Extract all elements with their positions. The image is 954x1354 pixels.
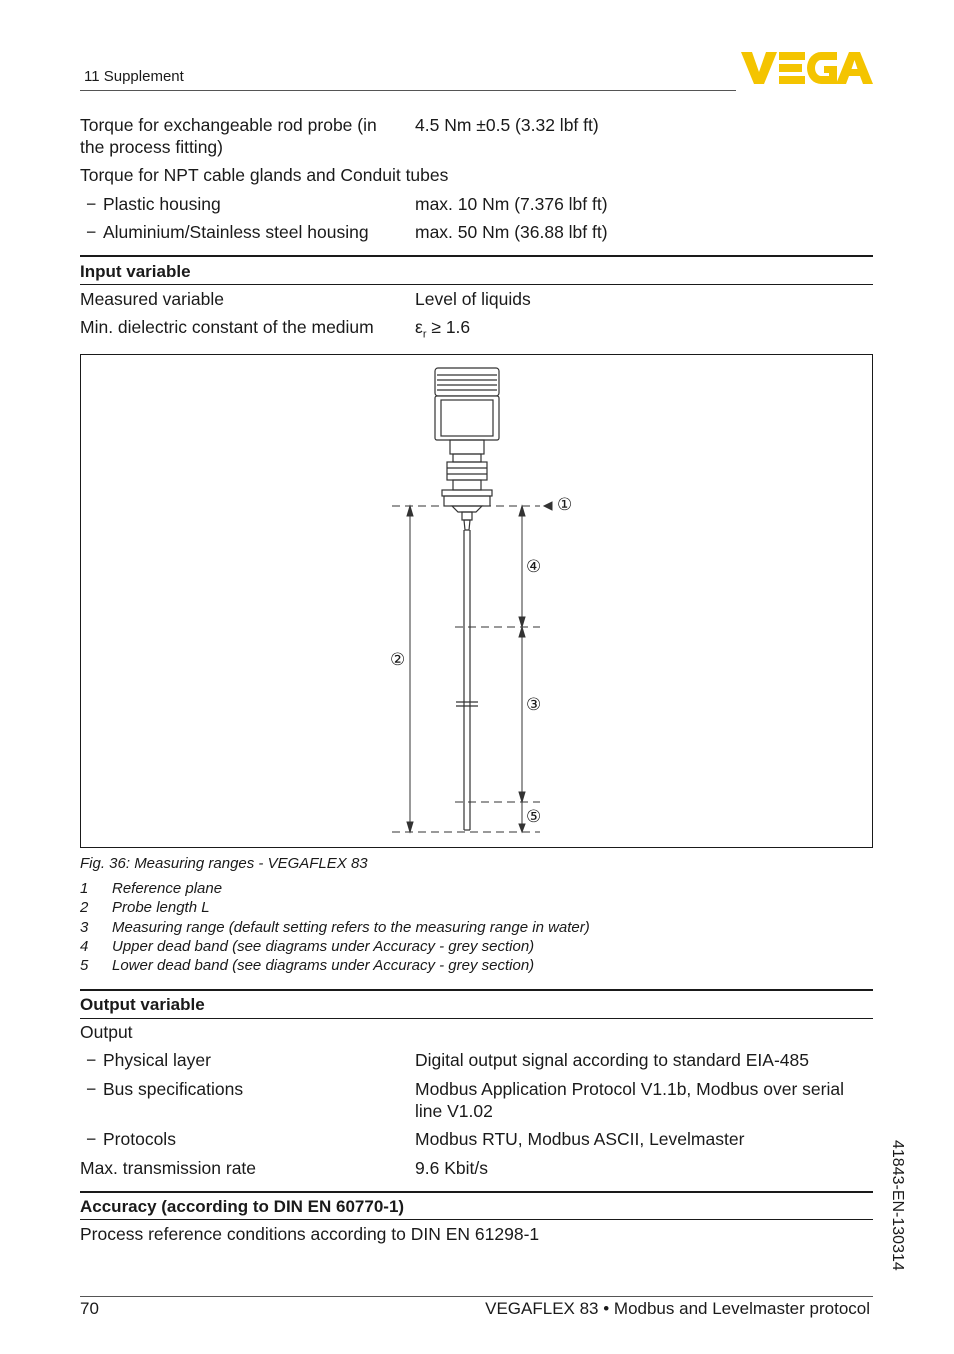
dash: −: [86, 222, 97, 242]
bus-spec-value: Modbus Application Protocol V1.1b, Modbus over serial line V1.02: [415, 1079, 844, 1121]
alu-housing-label: Aluminium/Stainless steel housing: [103, 222, 369, 242]
section-rule: [80, 284, 873, 285]
output-variable-title: Output variable: [80, 995, 205, 1014]
plastic-housing-value: max. 10 Nm (7.376 lbf ft): [415, 194, 608, 214]
dielectric-label: Min. dielectric constant of the medium: [80, 317, 374, 337]
page-number: 70: [80, 1299, 99, 1318]
transmission-rate-value: 9.6 Kbit/s: [415, 1158, 488, 1178]
section-rule: [80, 255, 873, 257]
torque-npt-label: Torque for NPT cable glands and Conduit tubes: [80, 165, 449, 185]
probe-diagram: [380, 360, 600, 840]
accuracy-conditions: Process reference conditions according to DIN EN 61298-1: [80, 1224, 540, 1244]
transmission-rate-label: Max. transmission rate: [80, 1158, 257, 1178]
protocols-value: Modbus RTU, Modbus ASCII, Levelmaster: [415, 1129, 745, 1149]
epsilon-symbol: ε: [415, 317, 423, 337]
section-rule: [80, 1191, 873, 1193]
document-code: 41843-EN-130314: [889, 1140, 906, 1271]
physical-layer-label: Physical layer: [103, 1050, 211, 1070]
vega-logo: [741, 52, 873, 84]
legend-number: 2: [80, 899, 89, 916]
legend-text: Upper dead band (see diagrams under Accuracy - grey section): [112, 938, 535, 955]
marker-5: ⑤: [526, 807, 542, 826]
section-rule: [80, 989, 873, 991]
dielectric-value: [415, 316, 870, 346]
legend-number: 1: [80, 880, 89, 897]
figure-caption: Fig. 36: Measuring ranges - VEGAFLEX 83: [80, 855, 368, 872]
footer-rule: [80, 1296, 873, 1297]
plastic-housing-label: Plastic housing: [103, 194, 221, 214]
torque-rod-label: Torque for exchangeable rod probe (in the process fitting): [80, 115, 377, 157]
dash: −: [86, 1050, 97, 1070]
measured-variable-value: Level of liquids: [415, 289, 531, 309]
dash: −: [86, 1079, 97, 1099]
section-label: 11 Supplement: [84, 68, 184, 85]
footer-product: VEGAFLEX 83 • Modbus and Levelmaster protocol: [485, 1299, 870, 1318]
legend-number: 4: [80, 938, 89, 955]
input-variable-title: Input variable: [80, 262, 191, 281]
legend-text: Probe length L: [112, 899, 210, 916]
marker-2: ②: [390, 650, 406, 669]
physical-layer-value: Digital output signal according to standard EIA-485: [415, 1050, 809, 1070]
accuracy-title: Accuracy (according to DIN EN 60770-1): [80, 1197, 405, 1216]
marker-1: ①: [557, 495, 573, 514]
alu-housing-value: max. 50 Nm (36.88 lbf ft): [415, 222, 608, 242]
dash: −: [86, 1129, 97, 1149]
section-rule: [80, 1018, 873, 1019]
dash: −: [86, 194, 97, 214]
torque-rod-value: 4.5 Nm ±0.5 (3.32 lbf ft): [415, 115, 599, 135]
legend-text: Measuring range (default setting refers to the measuring range in water): [112, 919, 590, 936]
legend-number: 3: [80, 919, 89, 936]
legend-text: Reference plane: [112, 880, 223, 897]
legend-number: 5: [80, 957, 89, 974]
protocols-label: Protocols: [103, 1129, 176, 1149]
legend-text: Lower dead band (see diagrams under Accuracy - grey section): [112, 957, 535, 974]
bus-spec-label: Bus specifications: [103, 1079, 244, 1099]
output-label: Output: [80, 1022, 133, 1042]
epsilon-subscript: r: [422, 328, 427, 341]
marker-3: ③: [526, 695, 542, 714]
marker-4: ④: [526, 557, 542, 576]
section-rule: [80, 1219, 873, 1220]
measured-variable-label: Measured variable: [80, 289, 224, 309]
dielectric-number: ≥ 1.6: [426, 317, 471, 337]
header-rule: [80, 90, 736, 91]
